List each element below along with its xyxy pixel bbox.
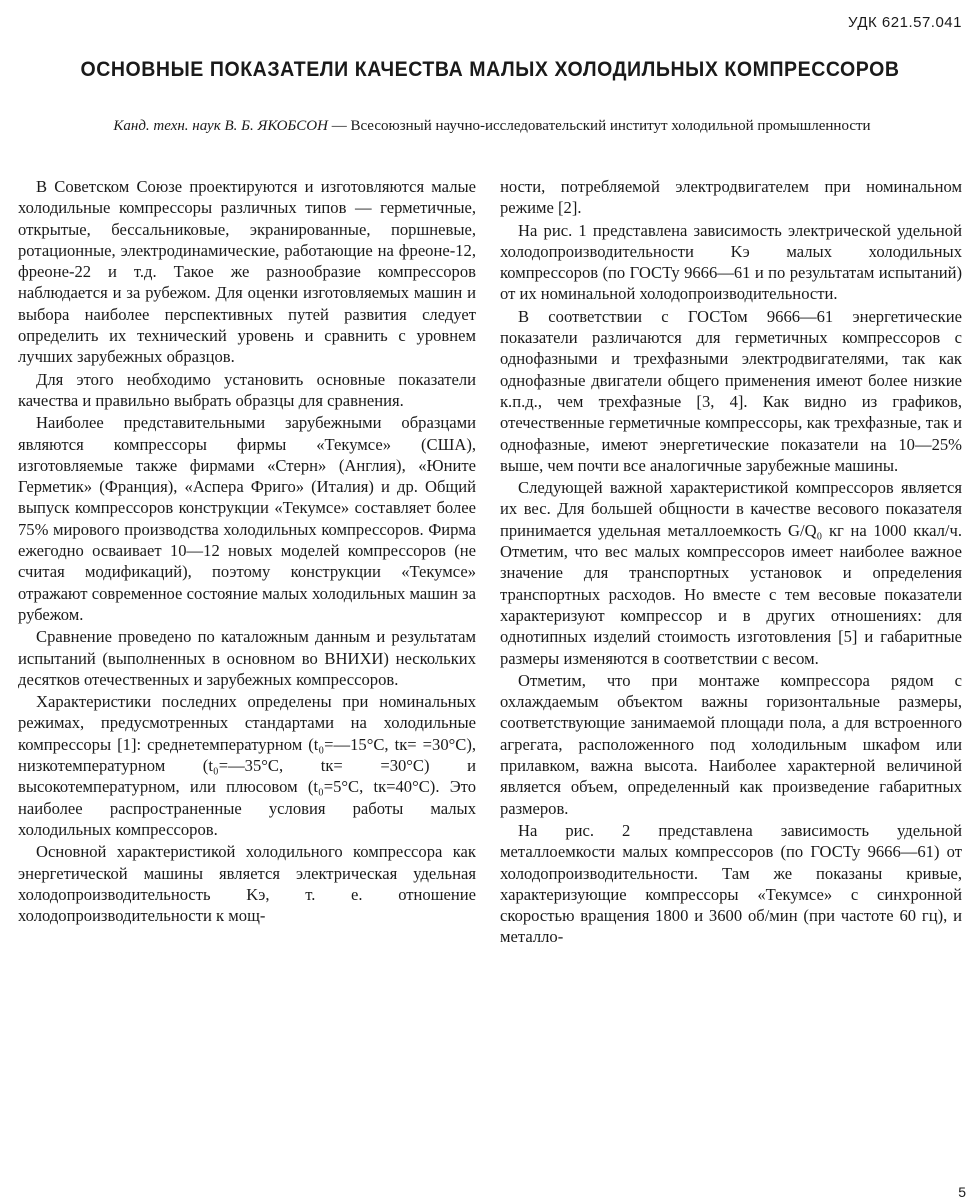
- paragraph: Отметим, что при монтаже компрессора рядом с охлаждаемым объектом важны горизонтальные размеры, соответствующие занимаемой площади пола, а для встроенного агрегата, расположенного под холодильным шкафом или прилавком, важна высота. Наиболее характерной величиной является объем, определенный как произведение габаритных размеров.: [500, 670, 962, 818]
- paragraph: Наиболее представительными зарубежными образцами являются компрессоры фирмы «Текумсе» (США), изготовляемые также фирмами «Стерн» (Англия), «Юните Герметик» (Франция), «Аспера Фриго» (Италия) и др. Общий выпуск компрессоров конструкции «Текумсе» составляет более 75% мирового производства холодильных компрессоров. Фирма ежегодно осваивает 10—12 новых моделей компрессоров (не считая модификаций), поэтому конструкции «Текумсе» отражают современное состояние малых холодильных машин за рубежом.: [18, 413, 476, 624]
- paragraph: Основной характеристикой холодильного компрессора как энергетической машины является электрическая удельная холодопроизводительность Kэ, т. е. отношение холодопроизводительности к мощ-: [18, 842, 476, 926]
- right-column: [500, 176, 962, 949]
- paragraph: На рис. 2 представлена зависимость удельной металлоемкости малых компрессоров (по ГОСТу 9666—61) от холодопроизводительности. Там же показаны кривые, характеризующие компрессоры «Текумсе» с синхронной скоростью вращения 1800 и 3600 об/мин (при частоте 60 гц), и металло-: [500, 820, 962, 947]
- paragraph: ности, потребляемой электродвигателем при номинальном режиме [2].: [500, 177, 962, 218]
- byline: [22, 118, 962, 135]
- author: Канд. техн. наук В. Б. ЯКОБСОН: [113, 118, 328, 134]
- paragraph: В соответствии с ГОСТом 9666—61 энергетические показатели различаются для герметичных компрессоров с однофазными и трехфазными электродвигателями, так как однофазные двигатели общего применения имеют более низкие к.п.д., чем трехфазные [3, 4]. Как видно из графиков, отечественные герметичные компрессоры, как трехфазные, так и однофазные, имеют энергетические показатели на 10—25% выше, чем почти все аналогичные зарубежные машины.: [500, 306, 962, 475]
- page-number: 5: [958, 1184, 966, 1200]
- left-column: [18, 176, 476, 927]
- paragraph: На рис. 1 представлена зависимость электрической удельной холодопроизводительности Kэ малых холодильных компрессоров (по ГОСТу 9666—61 и по результатам испытаний) от их номинальной холодопроизводительности.: [500, 220, 962, 304]
- udk-code: УДК 621.57.041: [848, 14, 962, 31]
- paragraph: Сравнение проведено по каталожным данным и результатам испытаний (выполненных в основном во ВНИХИ) нескольких десятков отечественных и зарубежных компрессоров.: [18, 627, 476, 689]
- paragraph: В Советском Союзе проектируются и изготовляются малые холодильные компрессоры различных типов — герметичные, открытые, бессальниковые, экранированные, поршневые, ротационные, электродинамические, работающие на фреоне-12, фреоне-22 и т.д. Такое же разнообразие компрессоров наблюдается и за рубежом. Для оценки изготовляемых машин и выбора наиболее перспективных путей развития следует определить их технический уровень и сравнить с уровнем лучших зарубежных образцов.: [18, 177, 476, 367]
- paragraph: Следующей важной характеристикой компрессоров является их вес. Для большей общности в качестве весового показателя принимается удельная металлоемкость G/Q₀ кг на 1000 ккал/ч. Отметим, что вес малых компрессоров имеет наиболее важное значение для транспортных установок и определения транспортных расходов. Но вместе с тем весовые показатели характеризуют компрессор и в других отношениях: для однотипных изделий стоимость изготовления [5] и габаритные размеры изменяются в соответствии с весом.: [500, 478, 962, 668]
- paragraph: Характеристики последних определены при номинальных режимах, предусмотренных стандартами на холодильные компрессоры [1]: среднетемпературном (t₀=—15°C, tк= =30°C), низкотемпературном (t₀=—35°C, tк= =30°C) и высокотемпературном, или плюсовом (t₀=5°C, tк=40°C). Это наиболее распространенные условия работы малых холодильных компрессоров.: [18, 692, 476, 839]
- paragraph: Для этого необходимо установить основные показатели качества и правильно выбрать образцы для сравнения.: [18, 369, 476, 410]
- affiliation: — Всесоюзный научно-исследовательский институт холодильной промышленности: [327, 118, 871, 134]
- article-title: ОСНОВНЫЕ ПОКАЗАТЕЛИ КАЧЕСТВА МАЛЫХ ХОЛОДИЛЬНЫХ КОМПРЕССОРОВ: [80, 58, 900, 81]
